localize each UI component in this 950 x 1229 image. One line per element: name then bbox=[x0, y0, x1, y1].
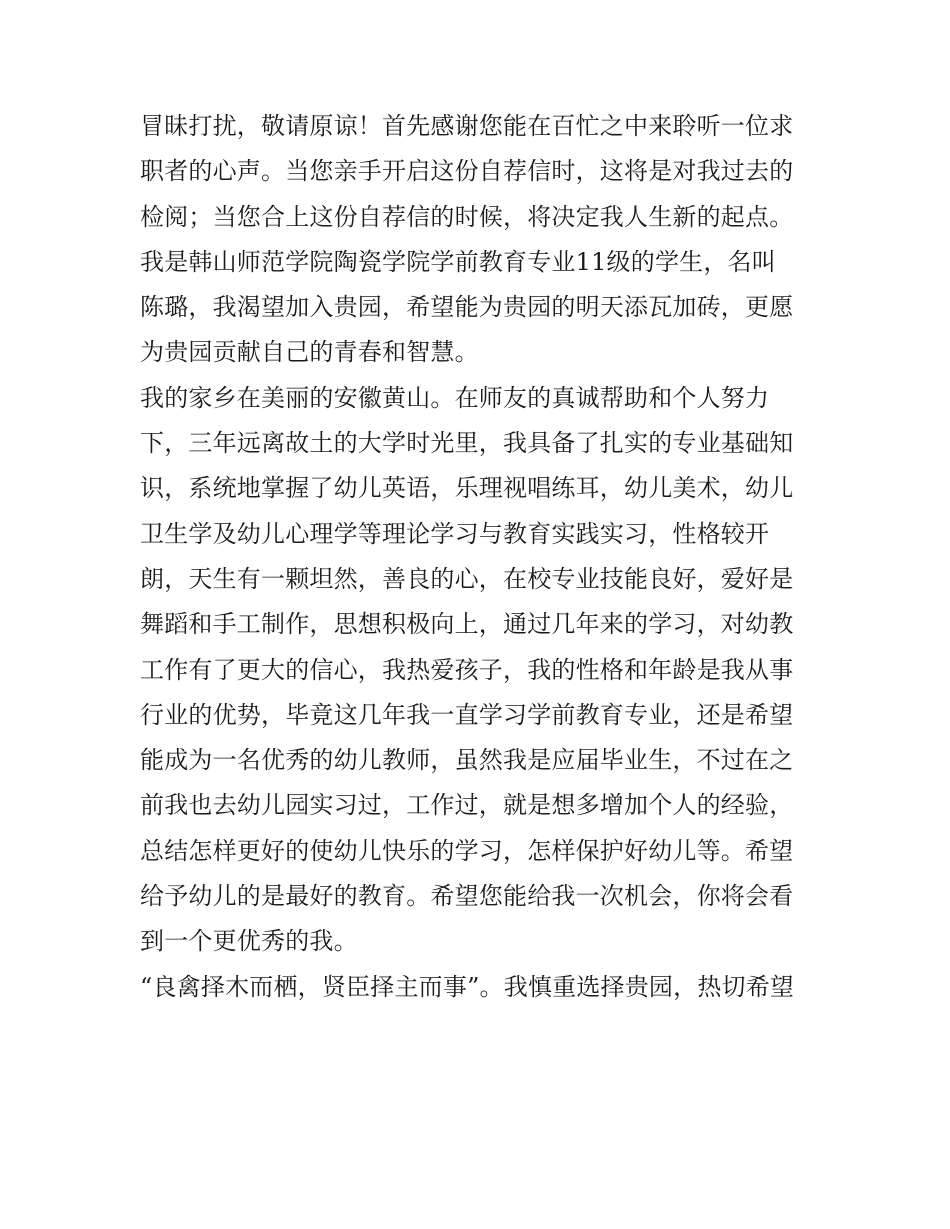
text-line: 我的家乡在美丽的安徽黄山。在师友的真诚帮助和个人努力 bbox=[140, 383, 770, 412]
text-line: 前我也去幼儿园实习过，工作过，就是想多增加个人的经验， bbox=[140, 791, 794, 820]
text-line: 总结怎样更好的使幼儿快乐的学习，怎样保护好幼儿等。希望 bbox=[140, 836, 794, 865]
text-line: 下，三年远离故土的大学时光里，我具备了扎实的专业基础知 bbox=[140, 429, 794, 458]
text-line: 舞蹈和手工制作，思想积极向上，通过几年来的学习，对幼教 bbox=[140, 610, 794, 639]
text-line: 职者的心声。当您亲手开启这份自荐信时，这将是对我过去的 bbox=[140, 157, 794, 186]
text-line: 卫生学及幼儿心理学等理论学习与教育实践实习，性格较开 bbox=[140, 519, 770, 548]
text-line: “良禽择木而栖，贤臣择主而事”。我慎重选择贵园，热切希望 bbox=[140, 972, 795, 1001]
text-line: 朗，天生有一颗坦然，善良的心，在校专业技能良好，爱好是 bbox=[140, 564, 794, 593]
text-line: 工作有了更大的信心，我热爱孩子，我的性格和年龄是我从事 bbox=[140, 655, 794, 684]
text-line: 行业的优势，毕竟这几年我一直学习学前教育专业，还是希望 bbox=[140, 700, 794, 729]
text-line: 给予幼儿的是最好的教育。希望您能给我一次机会，你将会看 bbox=[140, 882, 794, 911]
text-line: 为贵园贡献自己的青春和智慧。 bbox=[140, 338, 479, 367]
text-line: 陈璐，我渴望加入贵园，希望能为贵园的明天添瓦加砖，更愿 bbox=[140, 293, 794, 322]
text-line: 冒昧打扰，敬请原谅！首先感谢您能在百忙之中来聆听一位求 bbox=[140, 112, 794, 140]
text-line: 我是韩山师范学院陶瓷学院学前教育专业11级的学生，名叫 bbox=[140, 247, 776, 276]
text-line: 检阅；当您合上这份自荐信的时候，将决定我人生新的起点。 bbox=[140, 202, 794, 231]
text-line: 识，系统地掌握了幼儿英语，乐理视唱练耳，幼儿美术，幼儿 bbox=[140, 474, 794, 503]
text-line: 到一个更优秀的我。 bbox=[140, 927, 358, 956]
cover-letter-body bbox=[140, 104, 820, 1010]
text-line: 能成为一名优秀的幼儿教师，虽然我是应届毕业生，不过在之 bbox=[140, 746, 794, 775]
